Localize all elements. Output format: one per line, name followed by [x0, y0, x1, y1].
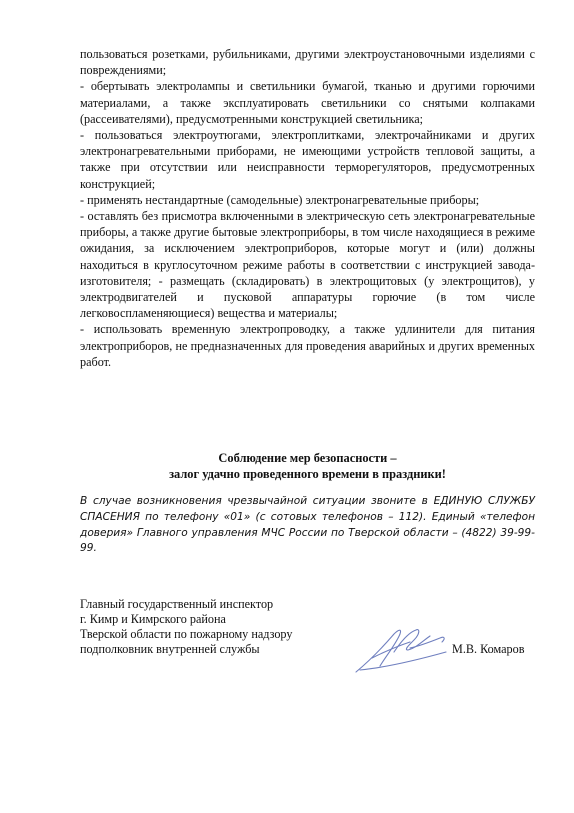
handwritten-signature — [350, 622, 450, 678]
title-line: подполковник внутренней службы — [80, 642, 260, 656]
emergency-notice-text: В случае возникновения чрезвычайной ситуации звоните в ЕДИНУЮ СЛУЖБУ СПАСЕНИЯ по телефону «01» (с сотовых телефонов – 112). Единый «телефон доверия» Главного управления МЧС России по Тверской области – (4822) 39-99-99. — [80, 495, 535, 555]
rule-paragraph: - использовать временную электропроводку, а также удлинители для питания электроприборов, не предназначенных для проведения аварийных и других временных работ. — [80, 322, 535, 369]
slogan-line: залог удачно проведенного времени в праздники! — [169, 467, 446, 481]
rule-paragraph: - оставлять без присмотра включенными в электрическую сеть электронагревательные приборы, а также другие бытовые электроприборы, в том числе находящиеся в режиме ожидания, за исключением электроприборов, которые могут и (или) должны находиться в круглосуточном режиме работы в соответствии с инструкцией завода-изготовителя; - размещать (складировать) в электрощитовых (у электрощитов), у электродвигателей и пусковой аппаратуры горючие (в том числе легковоспламеняющиеся) вещества и материалы; — [80, 209, 535, 321]
title-line: Тверской области по пожарному надзору — [80, 627, 293, 641]
emergency-notice — [80, 494, 535, 557]
safety-rules-text — [80, 46, 535, 370]
rule-paragraph: пользоваться розетками, рубильниками, другими электроустановочными изделиями с повреждениями; — [80, 47, 535, 78]
rule-paragraph: - обертывать электролампы и светильники бумагой, тканью и другими горючими материалами, а также эксплуатировать светильники со снятыми колпаками (рассеивателями), предусмотренными конструкцией светильника; — [80, 79, 535, 126]
rule-paragraph: - пользоваться электроутюгами, электроплитками, электрочайниками и других электронагревательными приборами, не имеющими устройств тепловой защиты, а также при отсутствии или неисправности терморегуляторов, предусмотренных конструкцией; — [80, 128, 535, 191]
title-line: Главный государственный инспектор — [80, 597, 274, 611]
signer-name: М.В. Комаров — [452, 642, 525, 656]
title-line: г. Кимр и Кимрского района — [80, 612, 226, 626]
rule-paragraph: - применять нестандартные (самодельные) электронагревательные приборы; — [80, 192, 480, 207]
slogan-line: Соблюдение мер безопасности – — [218, 451, 397, 465]
safety-slogan — [80, 450, 535, 482]
inspector-title-block — [80, 597, 380, 657]
